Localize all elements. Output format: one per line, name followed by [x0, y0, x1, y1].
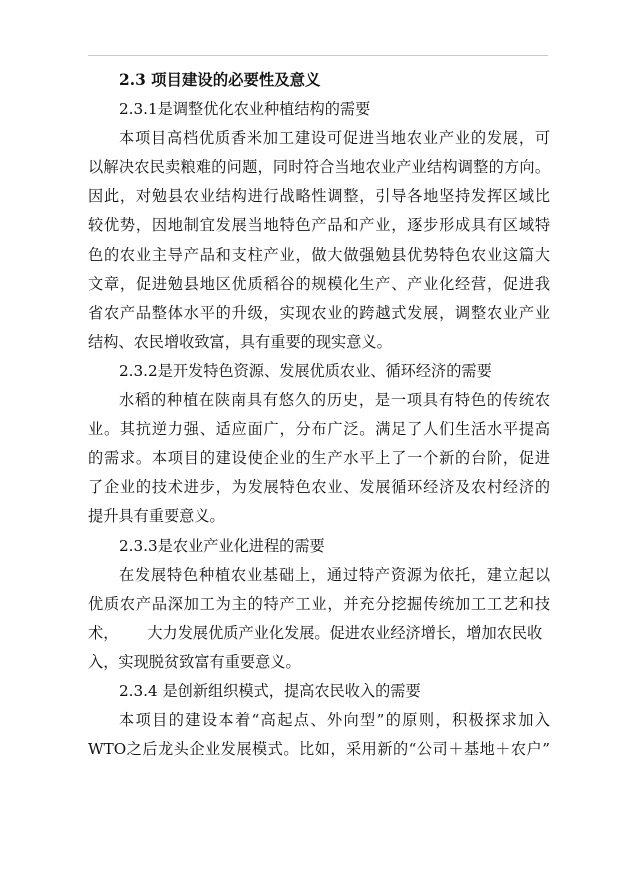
text-line: 本项目高档优质香米加工建设可促进当地农业产业的发展，可 [119, 129, 550, 148]
paragraph [88, 386, 550, 531]
text-line: 本项目的建设本着“高起点、外向型”的原则，积极探求加入 [119, 711, 550, 730]
page-header-rule [88, 55, 548, 56]
text-line: 较优势，因地制宜发展当地特色产品和产业，逐步形成具有区域特 [88, 216, 550, 235]
text-line: 了企业的技术进步，为发展特色农业、发展循环经济及农村经济的 [88, 478, 550, 497]
subsection-heading: 2.3.4 是创新组织模式，提高农民收入的需要 [119, 681, 421, 700]
subsection-heading: 2.3.3是农业产业化进程的需要 [119, 536, 325, 555]
text-line: 文章，促进勉县地区优质稻谷的规模化生产、产业化经营，促进我 [88, 274, 550, 293]
document-body [88, 66, 550, 764]
text-line: 省农产品整体水平的升级，实现农业的跨越式发展，调整农业产业 [88, 303, 550, 322]
text-line: 色的农业主导产品和支柱产业，做大做强勉县优势特色农业这篇大 [88, 245, 550, 264]
paragraph [88, 706, 550, 764]
text-line: 业。其抗逆力强、适应面广，分布广泛。满足了人们生活水平提高 [88, 420, 550, 439]
text-line: 术， 大力发展优质产业化发展。促进农业经济增长，增加农民收 [88, 623, 543, 642]
text-line: 提升具有重要意义。 [88, 507, 225, 526]
paragraph [88, 124, 550, 357]
text-line: WTO之后龙头企业发展模式。比如，采用新的“公司＋基地＋农户” [88, 740, 550, 759]
section-title: 2.3 项目建设的必要性及意义 [119, 71, 321, 89]
text-line: 优质农产品深加工为主的特产工业，并充分挖掘传统加工工艺和技 [88, 594, 550, 613]
text-line: 在发展特色种植农业基础上，通过特产资源为依托，建立起以 [119, 565, 550, 584]
paragraph [88, 561, 550, 677]
subsection-heading: 2.3.2是开发特色资源、发展优质农业、循环经济的需要 [119, 361, 492, 380]
text-line: 的需求。本项目的建设使企业的生产水平上了一个新的台阶，促进 [88, 449, 550, 468]
text-line: 以解决农民卖粮难的问题，同时符合当地农业产业结构调整的方向。 [88, 158, 550, 177]
text-line: 因此，对勉县农业结构进行战略性调整，引导各地坚持发挥区域比 [88, 187, 550, 206]
text-line: 结构、农民增收致富，具有重要的现实意义。 [88, 332, 392, 351]
subsection-heading: 2.3.1是调整优化农业种植结构的需要 [119, 100, 371, 119]
text-line: 水稻的种植在陕南具有悠久的历史，是一项具有特色的传统农 [119, 391, 550, 410]
text-line: 入，实现脱贫致富有重要意义。 [88, 652, 301, 671]
